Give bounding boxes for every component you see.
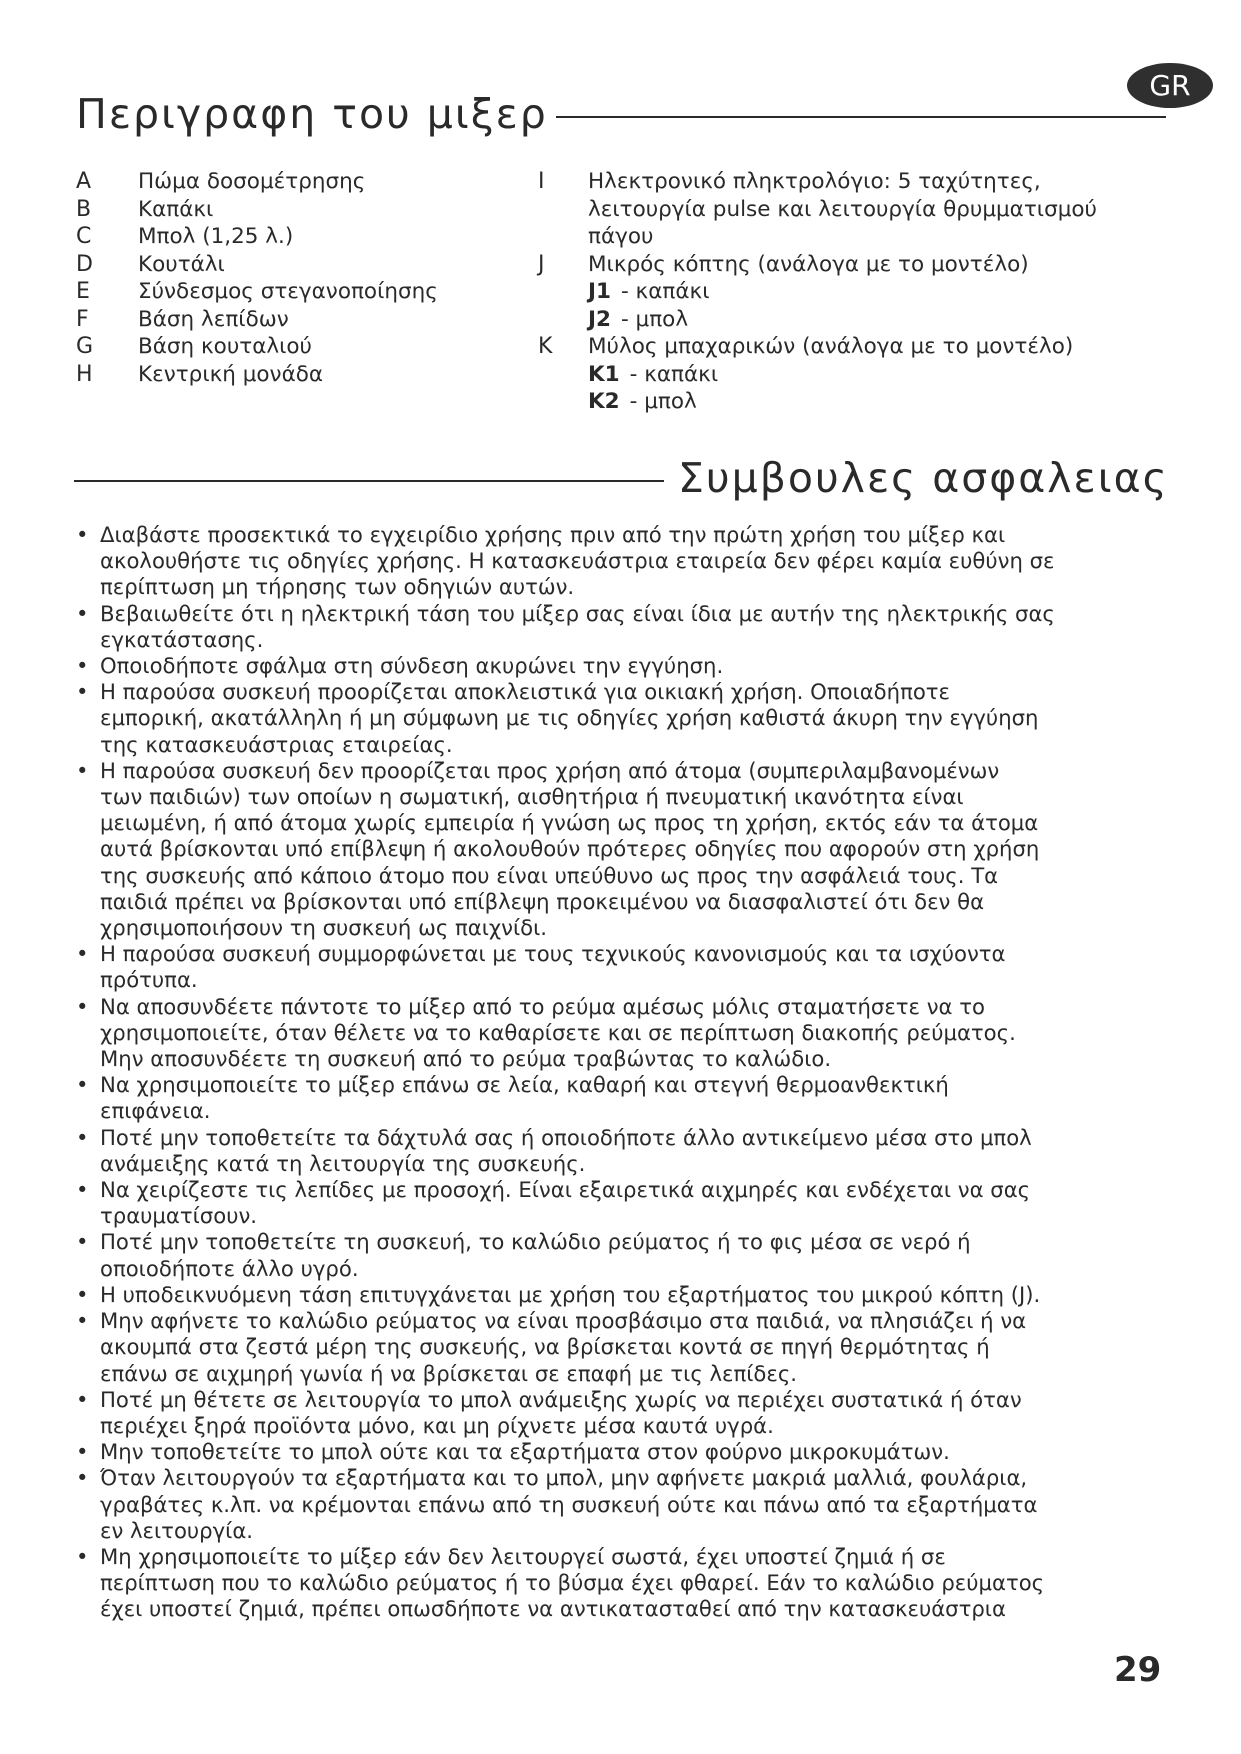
part-item-k bbox=[538, 333, 1178, 361]
safety-tip-line: τραυματίσουν. bbox=[100, 1203, 258, 1229]
safety-tip-line: πρότυπα. bbox=[100, 967, 198, 993]
part-letter: H bbox=[76, 361, 93, 387]
part-label: Μπολ (1,25 λ.) bbox=[138, 224, 294, 249]
safety-tip-line: έχει υποστεί ζημιά, πρέπει οπωσδήποτε να αντικατασταθεί από την κατασκευάστρια bbox=[100, 1596, 1006, 1622]
part-item bbox=[76, 223, 546, 251]
safety-tip bbox=[74, 1439, 1208, 1465]
part-item bbox=[76, 333, 546, 361]
safety-tip-line: • Διαβάστε προσεκτικά το εγχειρίδιο χρήσης πριν από την πρώτη χρήση του μίξερ και bbox=[100, 522, 1006, 547]
safety-tip-line: χρησιμοποιείτε, όταν θέλετε να το καθαρίσετε και σε περίπτωση διακοπής ρεύματος. bbox=[100, 1019, 1016, 1045]
safety-tip-line: επάνω σε αιχμηρή γωνία ή να βρίσκεται σε επαφή με τις λεπίδες. bbox=[100, 1360, 798, 1386]
safety-tip bbox=[74, 1177, 1208, 1229]
part-sub-j2 bbox=[538, 306, 1178, 334]
safety-tip-line: εν λειτουργία. bbox=[100, 1517, 254, 1543]
safety-tip-line: εμπορική, ακατάλληλη ή μη σύμφωνη με τις οδηγίες χρήση καθιστά άκυρη την εγγύηση bbox=[100, 705, 1039, 731]
safety-tip-line: της κατασκευάστριας εταιρείας. bbox=[100, 731, 453, 757]
sub-label: - καπάκι bbox=[620, 279, 710, 304]
safety-tip-line: παιδιά πρέπει να βρίσκονται υπό επίβλεψη προκειμένου να διασφαλιστεί ότι δεν θα bbox=[100, 888, 985, 914]
safety-tip bbox=[74, 758, 1208, 941]
part-item bbox=[76, 196, 546, 224]
part-letter: F bbox=[76, 306, 89, 332]
safety-tip bbox=[74, 1125, 1208, 1177]
safety-tip bbox=[74, 941, 1208, 993]
safety-tip-line: • Ποτέ μη θέτετε σε λειτουργία το μπολ ανάμειξης χωρίς να περιέχει συστατικά ή όταν bbox=[100, 1386, 1022, 1412]
safety-tip-line: • Η παρούσα συσκευή προορίζεται αποκλειστικά για οικιακή χρήση. Οποιαδήποτε bbox=[100, 679, 951, 705]
title-rule bbox=[556, 116, 1166, 118]
part-sub-k1 bbox=[538, 361, 1178, 389]
language-badge: GR bbox=[1127, 63, 1213, 108]
part-letter: I bbox=[538, 169, 545, 194]
safety-tip-line: ακολουθήστε τις οδηγίες χρήσης. Η κατασκευάστρια εταιρεία δεν φέρει καμία ευθύνη σε bbox=[100, 548, 1055, 574]
part-letter: G bbox=[76, 334, 94, 359]
sub-code: J1 bbox=[588, 279, 611, 304]
safety-tip-line: • Μη χρησιμοποιείτε το μίξερ εάν δεν λειτουργεί σωστά, έχει υποστεί ζημιά ή σε bbox=[100, 1543, 946, 1569]
safety-tip-line: χρησιμοποιήσουν τη συσκευή ως παιχνίδι. bbox=[100, 915, 548, 941]
safety-tips-list bbox=[74, 522, 1208, 1623]
safety-tip-line: περιέχει ξηρά προϊόντα μόνο, και μη ρίχνετε μέσα καυτά υγρά. bbox=[100, 1412, 774, 1438]
safety-tip-line: • Να αποσυνδέετε πάντοτε το μίξερ από το ρεύμα αμέσως μόλις σταματήσετε να το bbox=[100, 993, 985, 1019]
part-label: Βάση λεπίδων bbox=[138, 306, 289, 332]
part-label-line: πάγου bbox=[588, 224, 654, 249]
part-label: Πώμα δοσομέτρησης bbox=[138, 169, 366, 194]
safety-tip-line: εγκατάστασης. bbox=[100, 626, 264, 652]
safety-tip bbox=[74, 679, 1208, 758]
part-label-line: λειτουργία pulse και λειτουργία θρυμματισμού bbox=[588, 196, 1097, 222]
safety-tip-line: • Η παρούσα συσκευή συμμορφώνεται με τους τεχνικούς κανονισμούς και τα ισχύοντα bbox=[100, 941, 1006, 967]
safety-tip bbox=[74, 601, 1208, 653]
part-label: Μικρός κόπτης (ανάλογα με το μοντέλο) bbox=[588, 251, 1029, 277]
safety-tip bbox=[74, 1387, 1208, 1439]
sub-label: - μπολ bbox=[629, 389, 697, 414]
safety-tip-line: • Ποτέ μην τοποθετείτε τη συσκευή, το καλώδιο ρεύματος ή το φις μέσα σε νερό ή bbox=[100, 1229, 971, 1255]
part-label: Καπάκι bbox=[138, 196, 214, 222]
safety-tip bbox=[74, 522, 1208, 601]
part-label: Κεντρική μονάδα bbox=[138, 361, 324, 387]
part-item bbox=[76, 168, 546, 196]
safety-tip-line: των παιδιών) των οποίων η σωματική, αισθητήρια ή πνευματική ικανότητα είναι bbox=[100, 784, 964, 810]
parts-list-right bbox=[538, 168, 1178, 416]
safety-tip-line: ανάμειξης κατά τη λειτουργία της συσκευής. bbox=[100, 1150, 586, 1176]
sub-label: - μπολ bbox=[620, 306, 689, 332]
safety-tip bbox=[74, 1308, 1208, 1387]
part-item-i bbox=[538, 168, 1178, 251]
safety-tip-line: περίπτωση μη τήρησης των οδηγιών αυτών. bbox=[100, 574, 575, 600]
safety-tip-line: οποιοδήποτε άλλο υγρό. bbox=[100, 1255, 359, 1281]
part-label-line: Ηλεκτρονικό πληκτρολόγιο: 5 ταχύτητες, bbox=[588, 169, 1041, 194]
sub-code: K2 bbox=[588, 389, 620, 414]
safety-tip bbox=[74, 1544, 1208, 1623]
safety-tip-line: • Μην αφήνετε το καλώδιο ρεύματος να είναι προσβάσιμο στα παιδιά, να πλησιάζει ή να bbox=[100, 1308, 1027, 1334]
part-letter: C bbox=[76, 224, 92, 249]
section-title-safety: Συμβουλες ασφαλειας bbox=[678, 454, 1169, 502]
part-letter: D bbox=[76, 251, 93, 277]
safety-tip-line: • Να χειρίζεστε τις λεπίδες με προσοχή. Είναι εξαιρετικά αιχμηρές και ενδέχεται να σας bbox=[100, 1177, 1031, 1203]
safety-tip-line: της συσκευής από κάποιο άτομο που είναι υπεύθυνο ως προς την ασφάλειά τους. Τα bbox=[100, 862, 999, 888]
safety-tip-line: • Η υποδεικνυόμενη τάση επιτυγχάνεται με χρήση του εξαρτήματος του μικρού κόπτη (J). bbox=[100, 1281, 1041, 1307]
part-letter: B bbox=[76, 196, 92, 222]
part-letter: J bbox=[538, 251, 545, 277]
safety-tip-line: • Βεβαιωθείτε ότι η ηλεκτρική τάση του μίξερ σας είναι ίδια με αυτήν της ηλεκτρικής σας bbox=[100, 600, 1055, 626]
sub-code: K1 bbox=[588, 361, 620, 387]
part-sub-k2 bbox=[538, 388, 1178, 416]
safety-tip bbox=[74, 1465, 1208, 1544]
part-letter: E bbox=[76, 279, 90, 304]
part-label: Σύνδεσμος στεγανοποίησης bbox=[138, 279, 438, 304]
safety-tip bbox=[74, 1072, 1208, 1124]
part-label bbox=[588, 168, 1097, 251]
part-item bbox=[76, 251, 546, 279]
part-label: Μύλος μπαχαρικών (ανάλογα με το μοντέλο) bbox=[588, 334, 1074, 359]
parts-list-left bbox=[76, 168, 546, 388]
safety-tip-line: • Οποιοδήποτε σφάλμα στη σύνδεση ακυρώνει την εγγύηση. bbox=[100, 653, 724, 679]
safety-tip-line: • Να χρησιμοποιείτε το μίξερ επάνω σε λεία, καθαρή και στεγνή θερμοανθεκτική bbox=[100, 1072, 949, 1098]
part-sub-j1 bbox=[538, 278, 1178, 306]
sub-label: - καπάκι bbox=[629, 361, 719, 387]
part-letter: A bbox=[76, 169, 92, 194]
part-item bbox=[76, 306, 546, 334]
safety-tip-line: Μην αποσυνδέετε τη συσκευή από το ρεύμα τραβώντας το καλώδιο. bbox=[100, 1046, 832, 1072]
safety-tip bbox=[74, 1229, 1208, 1281]
section-title-description: Περιγραφη του μιξερ bbox=[76, 90, 548, 138]
part-letter: K bbox=[538, 334, 553, 359]
sub-code: J2 bbox=[588, 306, 611, 332]
safety-tip-line: • Ποτέ μην τοποθετείτε τα δάχτυλά σας ή οποιοδήποτε άλλο αντικείμενο μέσα στο μπολ bbox=[100, 1124, 1032, 1150]
part-item bbox=[76, 361, 546, 389]
safety-tip-line: επιφάνεια. bbox=[100, 1098, 211, 1124]
safety-tip bbox=[74, 994, 1208, 1073]
safety-tip-line: μειωμένη, ή από άτομα χωρίς εμπειρία ή γνώση ως προς τη χρήση, εκτός εάν τα άτομα bbox=[100, 810, 1039, 836]
safety-tip-line: ακουμπά στα ζεστά μέρη της συσκευής, να βρίσκεται κοντά σε πηγή θερμότητας ή bbox=[100, 1334, 990, 1360]
page-number: 29 bbox=[1114, 1650, 1162, 1690]
title-rule bbox=[74, 480, 664, 482]
part-label: Βάση κουταλιού bbox=[138, 334, 312, 359]
part-item bbox=[76, 278, 546, 306]
safety-tip-line: • Μην τοποθετείτε το μπολ ούτε και τα εξαρτήματα στον φούρνο μικροκυμάτων. bbox=[100, 1439, 950, 1465]
safety-tip-line: περίπτωση που το καλώδιο ρεύματος ή το βύσμα έχει φθαρεί. Εάν το καλώδιο ρεύματος bbox=[100, 1570, 1045, 1596]
safety-tip-line: • Όταν λειτουργούν τα εξαρτήματα και το μπολ, μην αφήνετε μακριά μαλλιά, φουλάρια, bbox=[100, 1465, 1028, 1491]
safety-tip-line: αυτά βρίσκονται υπό επίβλεψη ή ακολουθούν πρότερες οδηγίες που αφορούν στη χρήση bbox=[100, 836, 1040, 862]
safety-tip bbox=[74, 1282, 1208, 1308]
part-label: Κουτάλι bbox=[138, 251, 225, 277]
safety-tip bbox=[74, 653, 1208, 679]
part-item-j bbox=[538, 251, 1178, 279]
safety-tip-line: γραβάτες κ.λπ. να κρέμονται επάνω από τη συσκευή ούτε και πάνω από τα εξαρτήματα bbox=[100, 1491, 1038, 1517]
safety-tip-line: • Η παρούσα συσκευή δεν προορίζεται προς χρήση από άτομα (συμπεριλαμβανομένων bbox=[100, 757, 1000, 783]
